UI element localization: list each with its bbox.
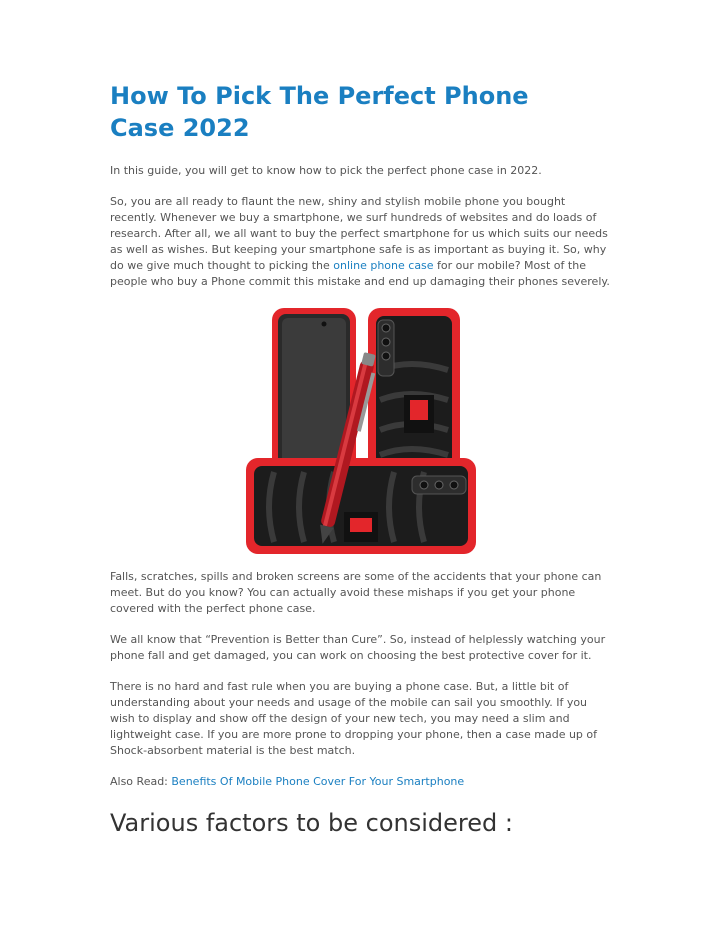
stylus-brand-label: iCatchy	[189, 133, 208, 169]
paragraph-3: We all know that “Prevention is Better than Cure”. So, instead of helplessly watching your phone fall and get damaged, you can work on choosing the best protective cover for it.	[110, 633, 606, 662]
intro-paragraph: In this guide, you will get to know how to pick the perfect phone case in 2022.	[110, 164, 542, 177]
online-phone-case-link[interactable]: online phone case	[333, 259, 434, 272]
section-heading: Various factors to be considered :	[110, 809, 513, 837]
paragraph-1-text-b: for our mobile? Most of the people who buy a Phone commit this mistake and end up damaging their phones severely.	[110, 259, 610, 288]
article-title: How To Pick The Perfect Phone Case 2022	[110, 82, 529, 142]
paragraph-4: There is no hard and fast rule when you are buying a phone case. But, a little bit of understanding about your needs and usage of the mobile can sail you smoothly. If you wish to display and show off the design of your new tech, you may need a slim and lightweight case. If you are more prone to dropping your phone, then a case made up of Shock-absorbent material is the best match.	[110, 680, 598, 757]
also-read	[110, 774, 610, 790]
paragraph-2: Falls, scratches, spills and broken screens are some of the accidents that your phone can meet. But do you know? You can actually avoid these mishaps if you get your phone covered with the perfect phone case.	[110, 570, 602, 615]
paragraph-1-text-a: So, you are all ready to flaunt the new, shiny and stylish mobile phone you bought recently. Whenever we buy a smartphone, we surf hundreds of websites and do loads of research. After all, we all want to buy the perfect smartphone for us which suits our needs as well as wishes. But keeping your smartphone safe is as important as buying it. So, why do we give much thought to picking the	[110, 195, 608, 272]
case-back-upper	[368, 308, 460, 476]
also-read-label: Also Read:	[110, 775, 172, 788]
case-back-lower	[246, 458, 476, 554]
paragraph-1	[110, 194, 610, 290]
benefits-of-mobile-phone-cover-link[interactable]: Benefits Of Mobile Phone Cover For Your Smartphone	[171, 775, 465, 788]
